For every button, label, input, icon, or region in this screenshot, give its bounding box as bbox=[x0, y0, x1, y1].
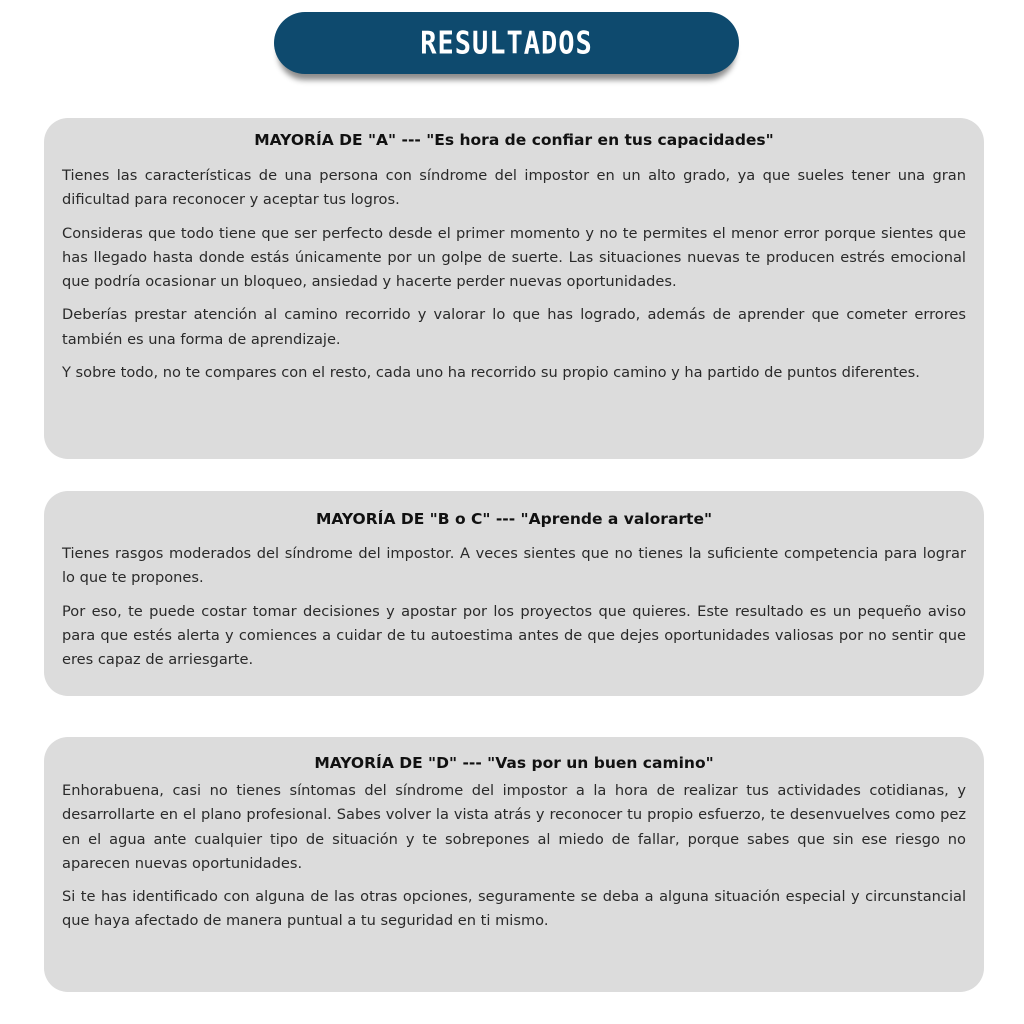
page-title-banner bbox=[274, 12, 739, 74]
result-paragraph: Si te has identificado con alguna de las otras opciones, seguramente se deba a alguna situación especial y circunstancial que haya afectado de manera puntual a tu seguridad en ti mismo. bbox=[62, 888, 966, 930]
result-paragraph: Y sobre todo, no te compares con el resto, cada uno ha recorrido su propio camino y ha partido de puntos diferentes. bbox=[62, 364, 920, 382]
result-heading-a: MAYORÍA DE "A" --- "Es hora de confiar en tus capacidades" bbox=[254, 131, 774, 149]
result-heading-d: MAYORÍA DE "D" --- "Vas por un buen camino" bbox=[314, 754, 714, 772]
page-title: RESULTADOS bbox=[420, 25, 593, 61]
result-card-a bbox=[44, 118, 984, 459]
result-paragraph: Por eso, te puede costar tomar decisiones y apostar por los proyectos que quieres. Este resultado es un pequeño aviso para que estés alerta y comiences a cuidar de tu autoestima antes de que dejes oportunidades valiosas por no sentir que eres capaz de arriesgarte. bbox=[62, 602, 966, 669]
result-paragraph: Tienes rasgos moderados del síndrome del impostor. A veces sientes que no tienes la suficiente competencia para lograr lo que te propones. bbox=[62, 545, 966, 587]
result-paragraph: Tienes las características de una persona con síndrome del impostor en un alto grado, ya que sueles tener una gran dificultad para reconocer y aceptar tus logros. bbox=[62, 167, 966, 209]
result-heading-b-c: MAYORÍA DE "B o C" --- "Aprende a valorarte" bbox=[315, 510, 713, 528]
result-paragraph: Consideras que todo tiene que ser perfecto desde el primer momento y no te permites el menor error porque sientes que has llegado hasta donde estás únicamente por un golpe de suerte. Las situaciones nuevas te producen estrés emocional que podría ocasionar un bloqueo, ansiedad y hacerte perder nuevas oportunidades. bbox=[62, 224, 966, 291]
result-paragraph: Deberías prestar atención al camino recorrido y valorar lo que has logrado, además de aprender que cometer errores también es una forma de aprendizaje. bbox=[62, 306, 966, 348]
result-paragraph: Enhorabuena, casi no tienes síntomas del síndrome del impostor a la hora de realizar tus actividades cotidianas, y desarrollarte en el plano profesional. Sabes volver la vista atrás y reconocer tu propio esfuerzo, te desenvuelves como pez en el agua ante cualquier tipo de situación y te sobrepones al miedo de fallar, porque sabes que sin ese riesgo no aparecen nuevas oportunidades. bbox=[62, 782, 966, 872]
result-card-d bbox=[44, 737, 984, 992]
result-card-b-c bbox=[44, 491, 984, 696]
